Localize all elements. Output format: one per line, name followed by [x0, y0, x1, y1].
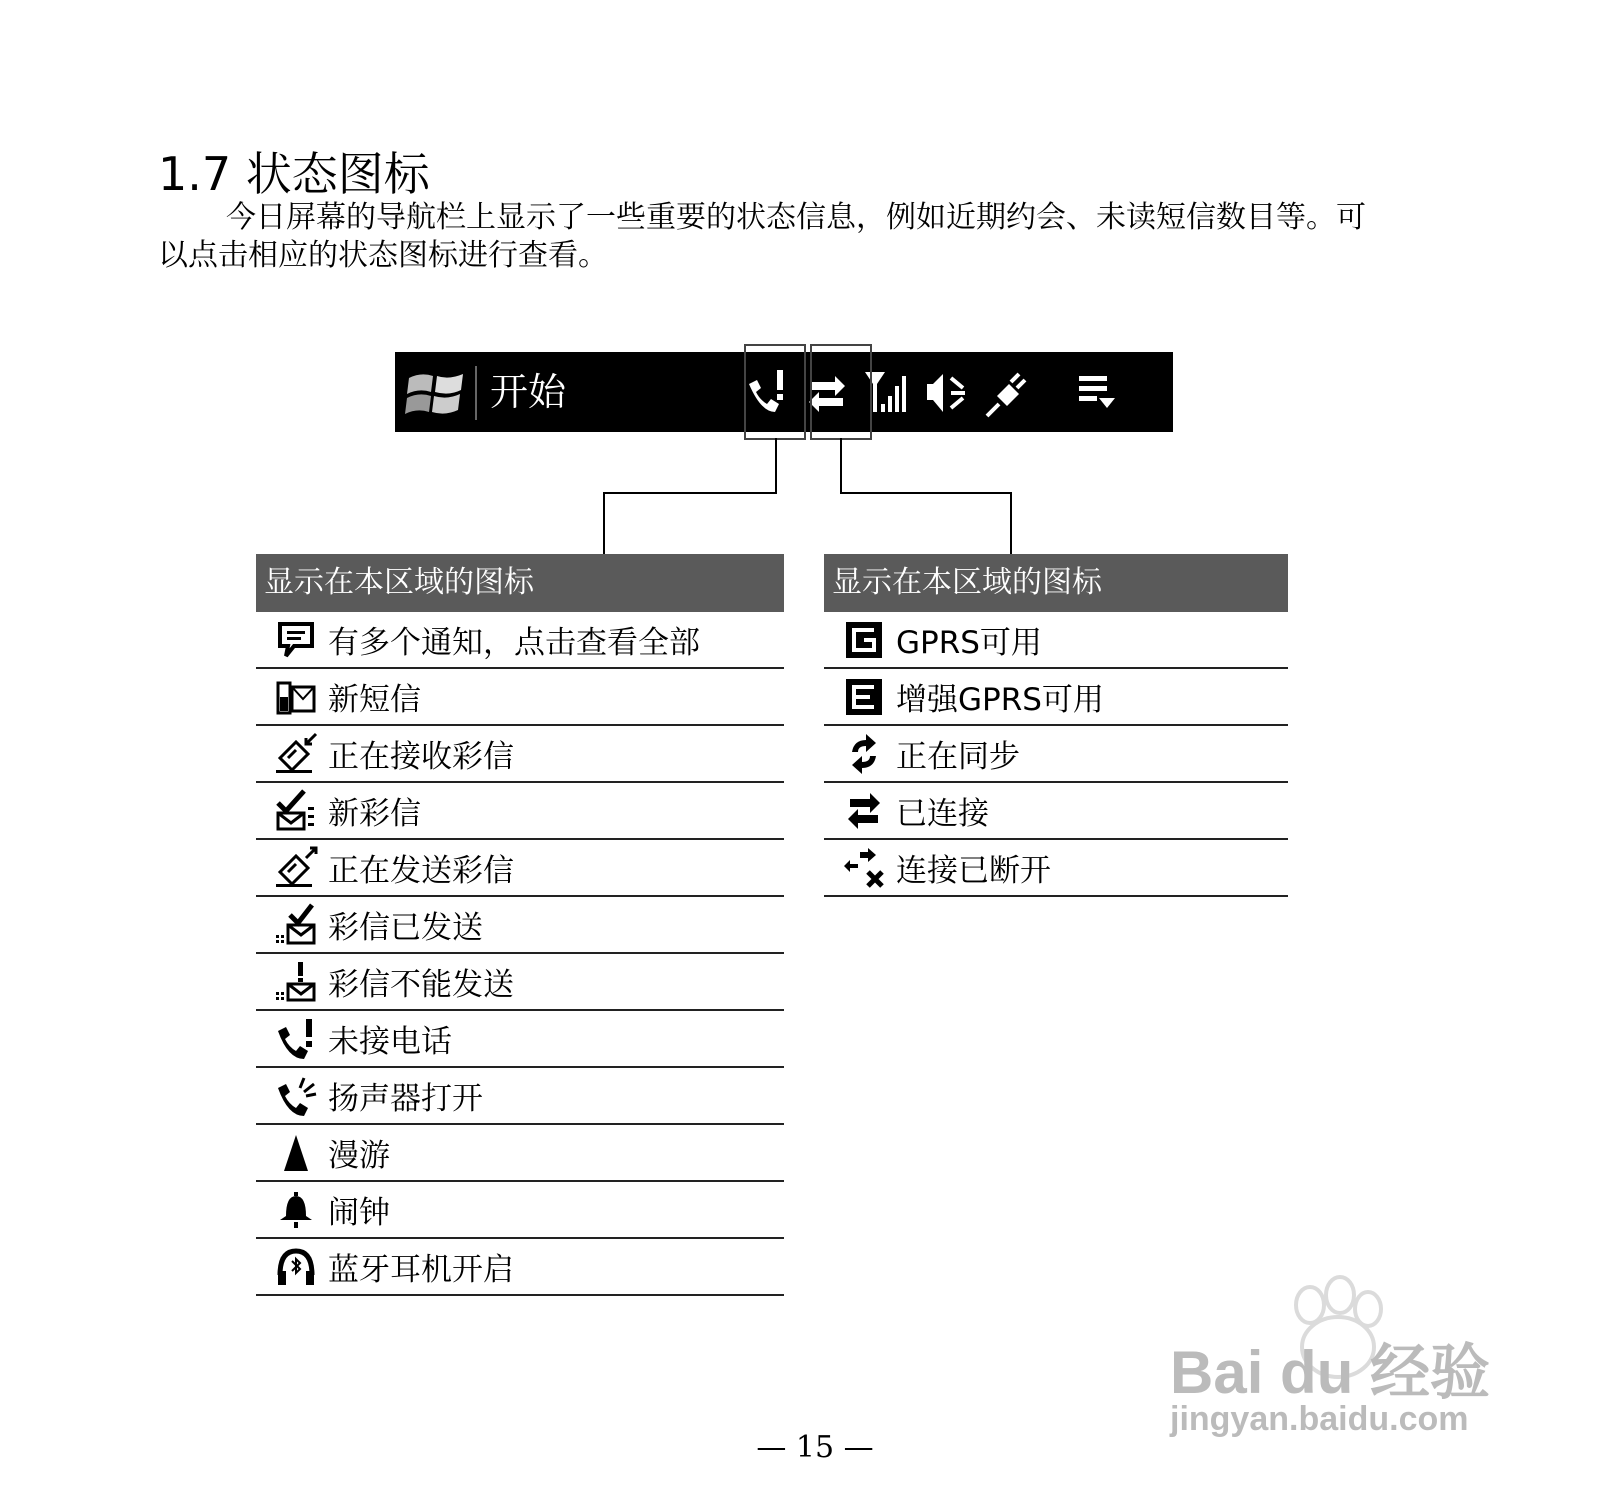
table-row — [256, 897, 784, 954]
table-row — [824, 783, 1288, 840]
row-label: 闹钟 — [328, 1195, 390, 1231]
speaker-off-icon[interactable] — [923, 366, 971, 420]
power-plug-icon[interactable] — [983, 366, 1031, 420]
sync-icon — [842, 732, 886, 776]
row-label: 正在同步 — [896, 739, 1020, 775]
watermark-logo-text: Bai du 经验 — [1170, 1339, 1491, 1406]
table-row — [824, 612, 1288, 669]
connector-line — [603, 492, 777, 494]
connector-line — [840, 492, 1012, 494]
table-header: 显示在本区域的图标 — [824, 554, 1288, 612]
table-row — [256, 612, 784, 669]
taskbar-separator — [475, 366, 477, 420]
row-label: 彩信不能发送 — [328, 967, 514, 1003]
table-row — [256, 1068, 784, 1125]
mms-sending-icon — [274, 846, 318, 890]
row-label: GPRS可用 — [896, 625, 1042, 661]
right-icon-table — [824, 554, 1288, 897]
mms-sent-icon — [274, 903, 318, 947]
table-header: 显示在本区域的图标 — [256, 554, 784, 612]
intro-text-line2: 以点击相应的状态图标进行查看。 — [158, 238, 608, 273]
row-label: 彩信已发送 — [328, 910, 483, 946]
connected-icon — [842, 789, 886, 833]
disconnected-icon — [842, 846, 886, 890]
table-row — [824, 726, 1288, 783]
connector-line — [775, 438, 777, 493]
row-label: 正在发送彩信 — [328, 853, 514, 889]
mms-failed-icon — [274, 960, 318, 1004]
connector-line — [603, 492, 605, 554]
gprs-icon — [842, 618, 886, 662]
row-label: 未接电话 — [328, 1024, 452, 1060]
row-label: 连接已断开 — [896, 853, 1051, 889]
row-label: 蓝牙耳机开启 — [328, 1252, 514, 1288]
start-button[interactable]: 开始 — [490, 370, 567, 414]
menu-icon[interactable] — [1073, 366, 1121, 420]
highlight-box-left — [744, 344, 806, 440]
table-row — [256, 1239, 784, 1296]
row-label: 有多个通知，点击查看全部 — [328, 625, 700, 661]
table-row — [256, 1182, 784, 1239]
table-row — [256, 840, 784, 897]
windows-logo-icon[interactable] — [405, 364, 465, 420]
row-label: 正在接收彩信 — [328, 739, 514, 775]
missed-call-icon — [274, 1017, 318, 1061]
sms-icon — [274, 675, 318, 719]
speakerphone-icon — [274, 1074, 318, 1118]
roaming-icon — [274, 1131, 318, 1175]
page-number: — 15 — — [756, 1430, 874, 1465]
speech-bubble-icon — [274, 618, 318, 662]
intro-text-line1: 今日屏幕的导航栏上显示了一些重要的状态信息，例如近期约会、未读短信数目等。可 — [226, 200, 1366, 235]
row-label: 新短信 — [328, 682, 421, 718]
mms-receiving-icon — [274, 732, 318, 776]
left-icon-table — [256, 554, 784, 1296]
section-title: 1.7 状态图标 — [158, 147, 430, 201]
row-label: 已连接 — [896, 796, 989, 832]
table-row — [824, 669, 1288, 726]
row-label: 扬声器打开 — [328, 1081, 483, 1117]
row-label: 漫游 — [328, 1138, 390, 1174]
new-mms-icon — [274, 789, 318, 833]
alarm-icon — [274, 1188, 318, 1232]
row-label: 增强GPRS可用 — [896, 682, 1104, 718]
row-label: 新彩信 — [328, 796, 421, 832]
bluetooth-headset-icon — [274, 1245, 318, 1289]
table-row — [256, 783, 784, 840]
watermark-url: jingyan.baidu.com — [1170, 1400, 1469, 1438]
table-row — [256, 954, 784, 1011]
table-row — [256, 1125, 784, 1182]
connector-line — [1010, 492, 1012, 554]
connector-line — [840, 438, 842, 493]
table-row — [256, 669, 784, 726]
table-row — [256, 726, 784, 783]
table-row — [824, 840, 1288, 897]
table-row — [256, 1011, 784, 1068]
highlight-box-right — [810, 344, 872, 440]
edge-icon — [842, 675, 886, 719]
